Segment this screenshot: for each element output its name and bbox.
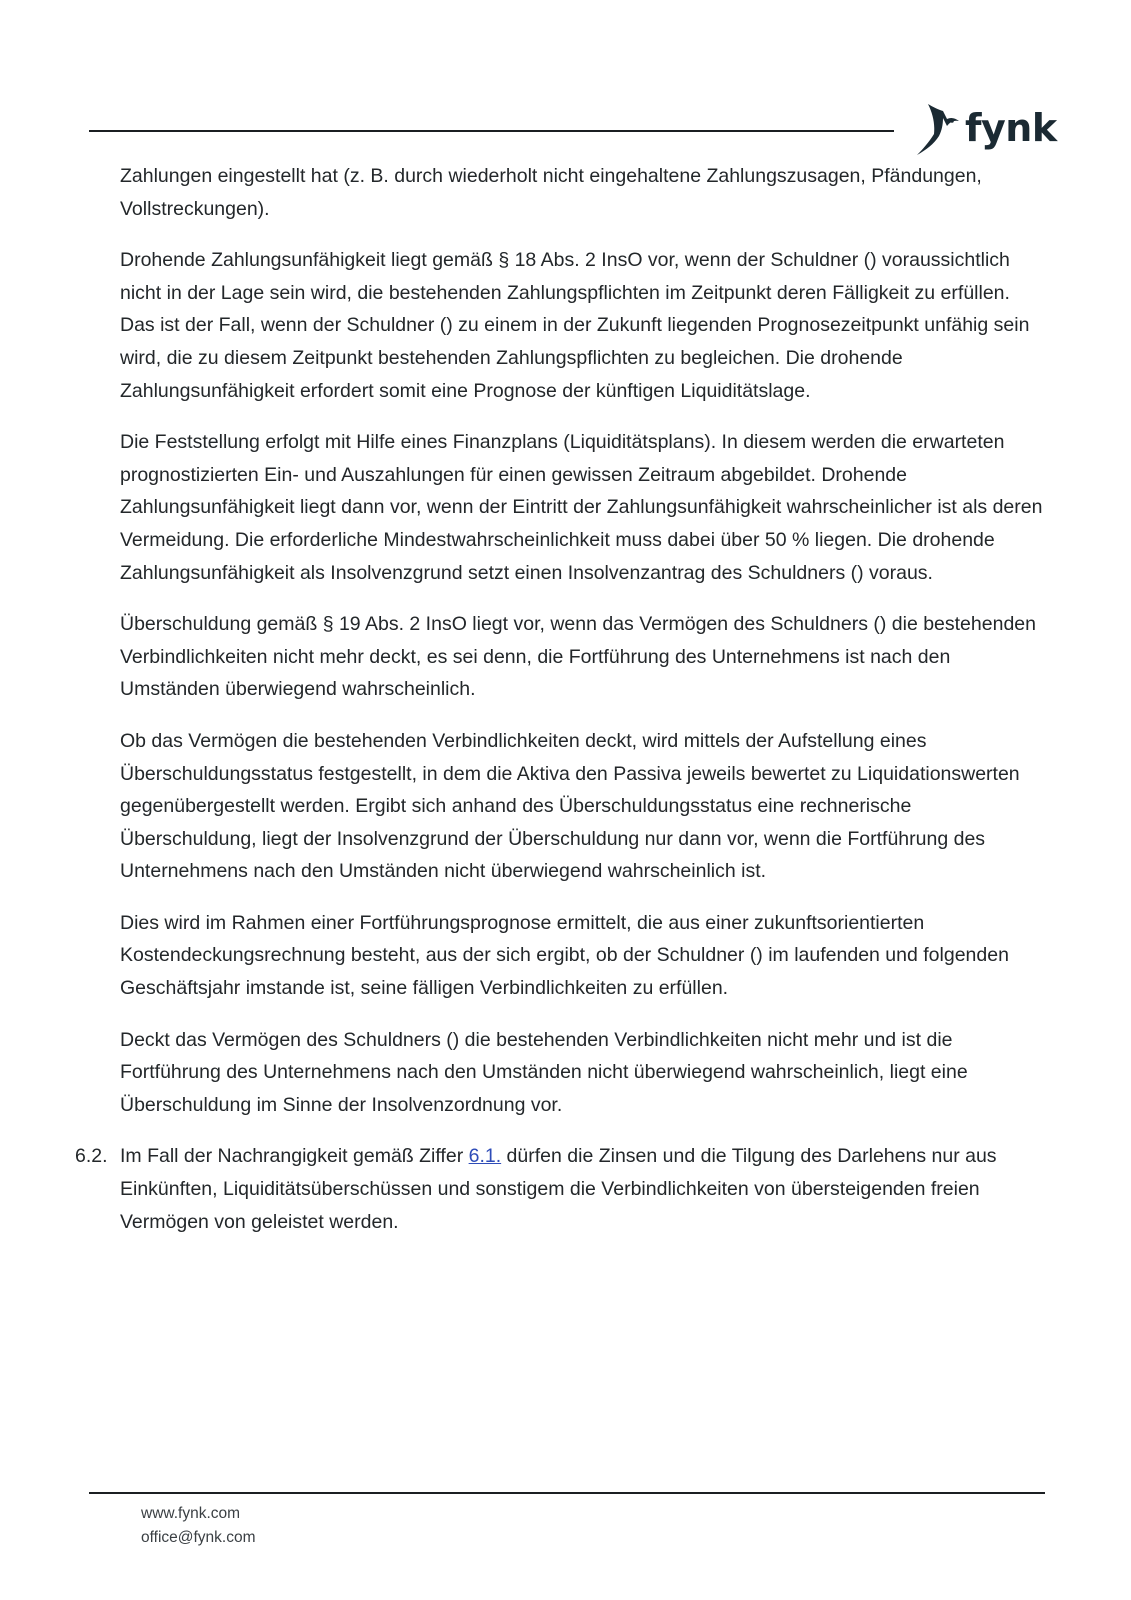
clause-text-before: Im Fall der Nachrangigkeit gemäß Ziffer [120,1145,469,1168]
clause-number: 6.2. [75,1145,108,1168]
footer-divider [89,1492,1045,1494]
paragraph: Überschuldung gemäß § 19 Abs. 2 InsO liegt vor, wenn das Vermögen des Schuldners () die bestehenden Verbindlichkeiten nicht mehr deckt, es sei denn, die Fortführung des Unternehmens ist nach den Umständen überwiegend wahrscheinlich. [120,613,1036,701]
paragraph: Drohende Zahlungsunfähigkeit liegt gemäß § 18 Abs. 2 InsO vor, wenn der Schuldner () voraussichtlich nicht in der Lage sein wird, die bestehenden Zahlungspflichten im Zeitpunkt deren Fälligkeit zu erfüllen. Das ist der Fall, wenn der Schuldner () zu einem in der Zukunft liegenden Prognosezeitpunkt unfähig sein wird, die zu diesem Zeitpunkt bestehenden Zahlungspflichten zu begleichen. Die drohende Zahlungsunfähigkeit erfordert somit eine Prognose der künftigen Liquiditätslage. [120,249,1030,402]
fynk-logo [916,104,1057,160]
paragraph: Zahlungen eingestellt hat (z. B. durch wiederholt nicht eingehaltene Zahlungszusagen, Pfändungen, Vollstreckungen). [120,165,982,220]
bird-logo-icon [916,104,964,156]
logo-wordmark: fynk [965,106,1057,150]
footer-website: www.fynk.com [141,1505,241,1522]
paragraph: Die Feststellung erfolgt mit Hilfe eines Finanzplans (Liquiditätsplans). In diesem werden die erwarteten prognostizierten Ein- und Auszahlungen für einen gewissen Zeitraum abgebildet. Drohende Zahlungsunfähigkeit liegt dann vor, wenn der Eintritt der Zahlungsunfähigkeit wahrscheinlicher ist als deren Vermeidung. Die erforderliche Mindestwahrscheinlichkeit muss dabei über 50 % liegen. Die drohende Zahlungsunfähigkeit als Insolvenzgrund setzt einen Insolvenzantrag des Schuldners () voraus. [120,431,1043,584]
clause-text-after: dürfen die Zinsen und die Tilgung des Darlehens nur aus Einkünften, Liquiditätsüberschüssen und sonstigem die Verbindlichkeiten von übersteigenden freien Vermögen von geleistet werden. [120,1145,997,1233]
paragraph: Ob das Vermögen die bestehenden Verbindlichkeiten deckt, wird mittels der Aufstellung eines Überschuldungsstatus festgestellt, in dem die Aktiva den Passiva jeweils bewertet zu Liquidationswerten gegenübergestellt werden. Ergibt sich anhand des Überschuldungsstatus eine rechnerische Überschuldung, liegt der Insolvenzgrund der Überschuldung nur dann vor, wenn die Fortführung des Unternehmens nach den Umständen nicht überwiegend wahrscheinlich ist. [120,729,1020,883]
clause-reference-link[interactable]: 6.1. [468,1145,502,1168]
paragraph: Dies wird im Rahmen einer Fortführungsprognose ermittelt, die aus einer zukunftsorientierten Kostendeckungsrechnung besteht, aus der sich ergibt, ob der Schuldner () im laufenden und folgenden Geschäftsjahr imstande ist, seine fälligen Verbindlichkeiten zu erfüllen. [120,911,1009,1000]
paragraph: Deckt das Vermögen des Schuldners () die bestehenden Verbindlichkeiten nicht mehr und ist die Fortführung des Unternehmens nach den Umständen nicht überwiegend wahrscheinlich, liegt eine Überschuldung im Sinne der Insolvenzordnung vor. [120,1028,968,1116]
clause-6-2 [75,1140,1050,1238]
document-body [75,160,1050,1257]
footer-email: office@fynk.com [141,1529,256,1546]
header-divider [89,130,894,132]
footer [141,1502,256,1550]
